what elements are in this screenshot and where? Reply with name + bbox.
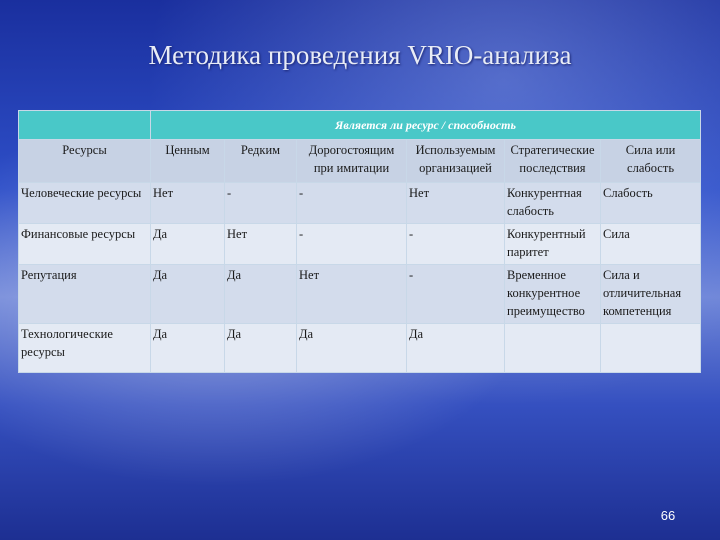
- table-cell: Технологические ресурсы: [19, 324, 151, 373]
- table-cell: [505, 324, 601, 373]
- table-group-header-row: [19, 111, 701, 140]
- column-header: Ценным: [151, 140, 225, 183]
- table-cell: Нет: [297, 265, 407, 324]
- vrio-table: [18, 110, 701, 373]
- table-cell: -: [407, 265, 505, 324]
- slide-title: Методика проведения VRIO-анализа: [148, 40, 572, 70]
- table-cell: -: [297, 224, 407, 265]
- table-cell: Да: [225, 265, 297, 324]
- table-row: [19, 324, 701, 373]
- column-header: Стратегические последствия: [505, 140, 601, 183]
- table-cell: Сила: [601, 224, 701, 265]
- column-header: Используемым организацией: [407, 140, 505, 183]
- table-cell: -: [297, 183, 407, 224]
- table-cell: Сила и отличительная компетенция: [601, 265, 701, 324]
- table-cell: -: [225, 183, 297, 224]
- column-header: Редким: [225, 140, 297, 183]
- column-header: Сила или слабость: [601, 140, 701, 183]
- table-cell: Конкурентная слабость: [505, 183, 601, 224]
- column-header: Ресурсы: [19, 140, 151, 183]
- table-cell: Нет: [225, 224, 297, 265]
- column-header: Дорогостоящим при имитации: [297, 140, 407, 183]
- group-header: Является ли ресурс / способность: [151, 111, 701, 140]
- table-cell: Да: [151, 265, 225, 324]
- table-cell: Человеческие ресурсы: [19, 183, 151, 224]
- table-cell: Да: [225, 324, 297, 373]
- table-cell: [601, 324, 701, 373]
- table-cell: Да: [297, 324, 407, 373]
- table-row: [19, 224, 701, 265]
- table-cell: -: [407, 224, 505, 265]
- table-cell: Репутация: [19, 265, 151, 324]
- table-cell: Финансовые ресурсы: [19, 224, 151, 265]
- table-cell: Да: [151, 224, 225, 265]
- table-row: [19, 183, 701, 224]
- table-cell: Да: [151, 324, 225, 373]
- table-cell: Конкурентный паритет: [505, 224, 601, 265]
- table-cell: Временное конкурентное преимущество: [505, 265, 601, 324]
- table-cell: Слабость: [601, 183, 701, 224]
- table-cell: Да: [407, 324, 505, 373]
- table-cell: Нет: [407, 183, 505, 224]
- table-column-header-row: [19, 140, 701, 183]
- page-number: 66: [660, 508, 676, 523]
- header-empty-cell: [19, 111, 151, 140]
- table-cell: Нет: [151, 183, 225, 224]
- table-row: [19, 265, 701, 324]
